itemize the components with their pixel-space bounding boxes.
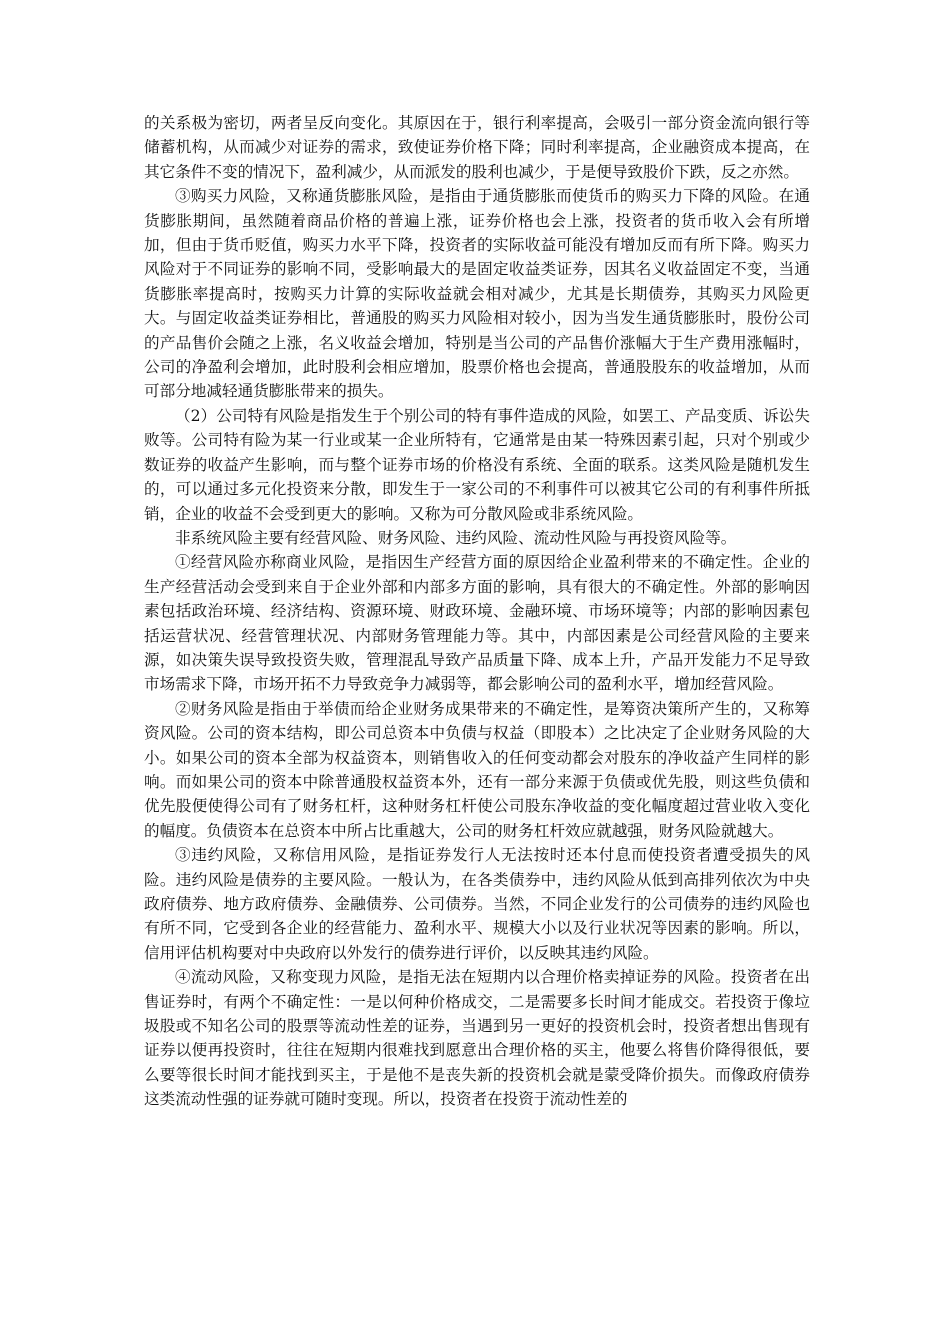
paragraph-unsystematic-risk-list: 非系统风险主要有经营风险、财务风险、违约风险、流动性风险与再投资风险等。	[175, 528, 737, 547]
paragraph-financial-risk: ②财务风险是指由于举债而给企业财务成果带来的不确定性，是筹资决策所产生的，又称筹资风险。公司的资本结构，即公司总资本中负债与权益（即股本）之比决定了企业财务风险的大小。如果公司的资本全部为权益资本，则销售收入的任何变动都会对股东的净收益产生同样的影响。而如果公司的资本中除普通股权益资本外，还有一部分来源于负债或优先股，则这些负债和优先股便使得公司有了财务杠杆，这种财务杠杆使公司股东净收益的变化幅度超过营业收入变化的幅度。负债资本在总资本中所占比重越大，公司的财务杠杆效应就越强，财务风险就越大。	[144, 699, 810, 840]
paragraph-company-specific-risk: （2）公司特有风险是指发生于个别公司的特有事件造成的风险，如罢工、产品变质、诉讼失败等。公司特有险为某一行业或某一企业所特有，它通常是由某一特殊因素引起，只对个别或少数证券的收益产生影响，而与整个证券市场的价格没有系统、全面的联系。这类风险是随机发生的，可以通过多元化投资来分散，即发生于一家公司的不利事件可以被其它公司的有利事件所抵销，企业的收益不会受到更大的影响。又称为可分散风险或非系统风险。	[144, 406, 810, 523]
document-body	[144, 111, 810, 1112]
paragraph-purchasing-power-risk: ③购买力风险，又称通货膨胀风险，是指由于通货膨胀而使货币的购买力下降的风险。在通货膨胀期间，虽然随着商品价格的普遍上涨，证券价格也会上涨，投资者的货币收入会有所增加，但由于货币贬值，购买力水平下降，投资者的实际收益可能没有增加反而有所下降。购买力风险对于不同证券的影响不同，受影响最大的是固定收益类证券，因其名义收益固定不变，当通货膨胀率提高时，按购买力计算的实际收益就会相对减少，尤其是长期债券，其购买力风险更大。与固定收益类证券相比，普通股的购买力风险相对较小，因为当发生通货膨胀时，股份公司的产品售价会随之上涨，名义收益会增加，特别是当公司的产品售价涨幅大于生产费用涨幅时，公司的净盈利会增加，此时股利会相应增加，股票价格也会提高，普通股股东的收益增加，从而可部分地减轻通货膨胀带来的损失。	[144, 187, 810, 401]
paragraph-liquidity-risk: ④流动风险，又称变现力风险，是指无法在短期内以合理价格卖掉证券的风险。投资者在出售证券时，有两个不确定性：一是以何种价格成交，二是需要多长时间才能成交。若投资于像垃圾股或不知名公司的股票等流动性差的证券，当遇到另一更好的投资机会时，投资者想出售现有证券以便再投资时，往往在短期内很难找到愿意出合理价格的买主，他要么将售价降得很低，要么要等很长时间才能找到买主，于是他不是丧失新的投资机会就是蒙受降价损失。而像政府债券这类流动性强的证券就可随时变现。所以，投资者在投资于流动性差的	[144, 968, 810, 1109]
paragraph-default-risk: ③违约风险，又称信用风险，是指证券发行人无法按时还本付息而使投资者遭受损失的风险。违约风险是债券的主要风险。一般认为，在各类债券中，违约风险从低到高排列依次为中央政府债券、地方政府债券、金融债券、公司债券。当然，不同企业发行的公司债券的违约风险也有所不同，它受到各企业的经营能力、盈利水平、规模大小以及行业状况等因素的影响。所以，信用评估机构要对中央政府以外发行的债券进行评价，以反映其违约风险。	[144, 846, 810, 962]
paragraph-operating-risk: ①经营风险亦称商业风险，是指因生产经营方面的原因给企业盈利带来的不确定性。企业的生产经营活动会受到来自于企业外部和内部多方面的影响，具有很大的不确定性。外部的影响因素包括政治环境、经济结构、资源环境、财政环境、金融环境、市场环境等；内部的影响因素包括运营状况、经营管理状况、内部财务管理能力等。其中，内部因素是公司经营风险的主要来源，如决策失误导致投资失败，管理混乱导致产品质量下降、成本上升，产品开发能力不足导致市场需求下降，市场开拓不力导致竞争力减弱等，都会影响公司的盈利水平，增加经营风险。	[144, 553, 810, 694]
paragraph-interest-rate-continued: 的关系极为密切，两者呈反向变化。其原因在于，银行利率提高，会吸引一部分资金流向银行等储蓄机构，从而减少对证券的需求，致使证券价格下降；同时利率提高，企业融资成本提高，在其它条件不变的情况下，盈利减少，从而派发的股利也减少，于是便导致股价下跌，反之亦然。	[144, 114, 810, 181]
